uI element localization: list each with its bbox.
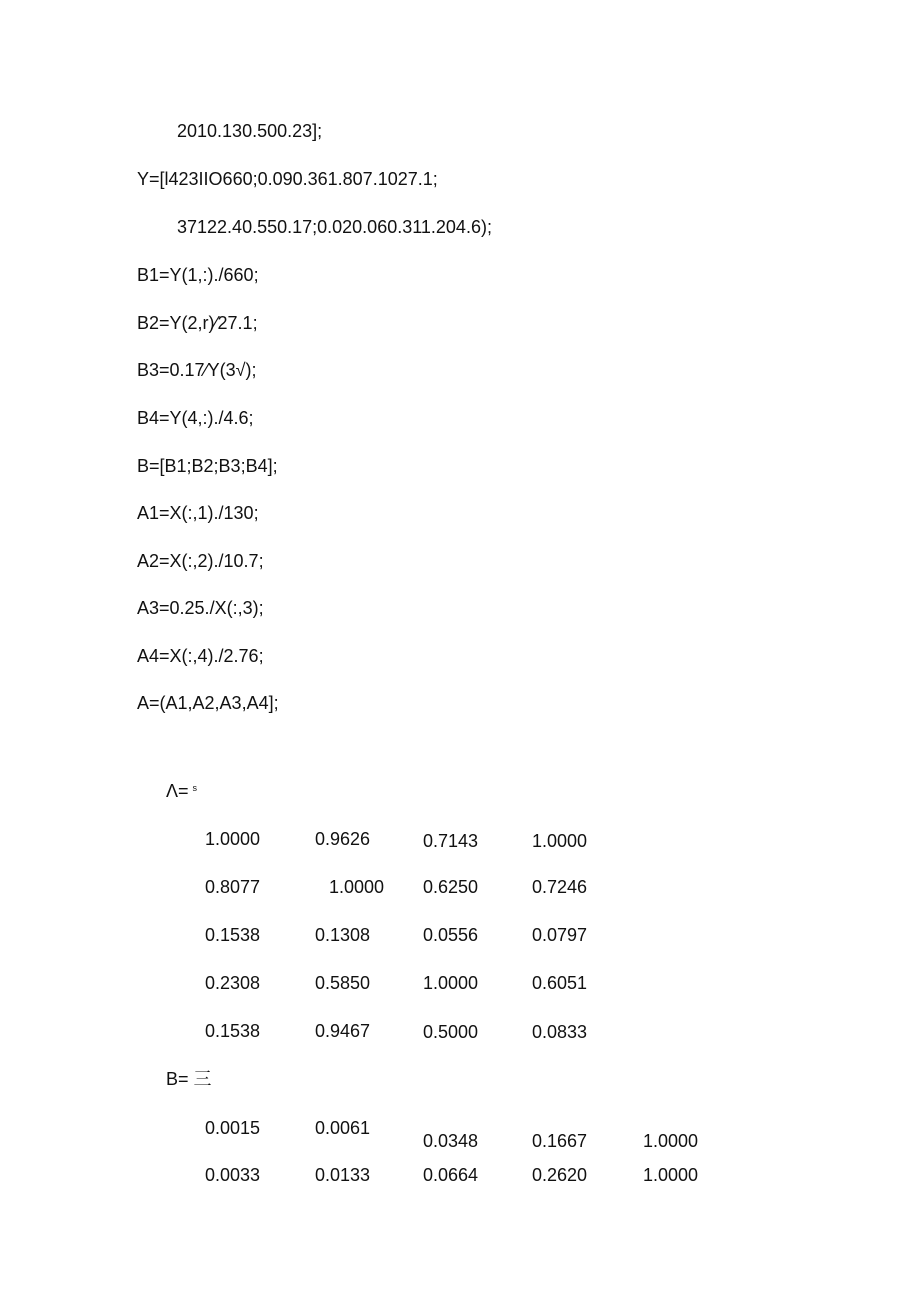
- matrix-a-cell: 1.0000: [532, 831, 588, 851]
- matrix-b-cell: 0.0061: [315, 1118, 371, 1138]
- matrix-a-label-text: Λ=: [166, 781, 189, 801]
- code-line-2: Y=[l423IIO660;0.090.361.807.1027.1;: [137, 169, 438, 189]
- matrix-b-cell: 1.0000: [643, 1131, 699, 1151]
- code-line-1: 2010.130.500.23];: [177, 121, 323, 141]
- matrix-a-cell: 0.6250: [423, 877, 479, 897]
- matrix-b-cell: 0.2620: [532, 1165, 588, 1185]
- matrix-a-label: [166, 780, 197, 805]
- matrix-a-cell: 0.2308: [205, 973, 261, 993]
- code-line-6: B3=0.17⁄Y(3√);: [137, 360, 257, 380]
- matrix-a-cell: 1.0000: [205, 829, 261, 849]
- matrix-a-cell: 0.8077: [205, 877, 261, 897]
- matrix-a-cell: 0.5850: [315, 973, 371, 993]
- code-line-8: B=[B1;B2;B3;B4];: [137, 456, 278, 476]
- matrix-a-label-sup: s: [192, 783, 198, 793]
- matrix-b-cell: 0.0133: [315, 1165, 371, 1185]
- code-line-13: A=(A1,A2,A3,A4];: [137, 693, 279, 713]
- code-line-7: B4=Y(4,:)./4.6;: [137, 408, 254, 428]
- matrix-a-cell: 1.0000: [423, 973, 479, 993]
- matrix-a-cell: 0.9467: [315, 1021, 371, 1041]
- matrix-a-cell: 0.1538: [205, 925, 261, 945]
- code-line-4: B1=Y(1,:)./660;: [137, 265, 259, 285]
- matrix-b-cell: 0.0664: [423, 1165, 479, 1185]
- matrix-a-cell: 0.1538: [205, 1021, 261, 1041]
- code-line-5: B2=Y(2,r)⁄27.1;: [137, 313, 258, 333]
- matrix-a-cell: 1.0000: [329, 877, 385, 897]
- matrix-a-cell: 0.6051: [532, 973, 588, 993]
- matrix-a-cell: 0.9626: [315, 829, 371, 849]
- matrix-a-cell: 0.0556: [423, 925, 479, 945]
- matrix-b-cell: 0.0033: [205, 1165, 261, 1185]
- code-line-12: A4=X(:,4)./2.76;: [137, 646, 264, 666]
- matrix-b-label: B= 三: [166, 1069, 212, 1089]
- matrix-b-cell: 0.0348: [423, 1131, 479, 1151]
- code-line-10: A2=X(:,2)./10.7;: [137, 551, 264, 571]
- matrix-a-cell: 0.7246: [532, 877, 588, 897]
- matrix-a-cell: 0.0797: [532, 925, 588, 945]
- matrix-a-cell: 0.1308: [315, 925, 371, 945]
- code-line-9: A1=X(:,1)./130;: [137, 503, 259, 523]
- code-line-11: A3=0.25./X(:,3);: [137, 598, 264, 618]
- matrix-b-cell: 1.0000: [643, 1165, 699, 1185]
- matrix-a-cell: 0.0833: [532, 1022, 588, 1042]
- matrix-a-cell: 0.5000: [423, 1022, 479, 1042]
- code-line-3: 37122.40.550.17;0.020.060.311.204.6);: [177, 217, 492, 237]
- matrix-b-cell: 0.0015: [205, 1118, 261, 1138]
- matrix-b-cell: 0.1667: [532, 1131, 588, 1151]
- matrix-a-cell: 0.7143: [423, 831, 479, 851]
